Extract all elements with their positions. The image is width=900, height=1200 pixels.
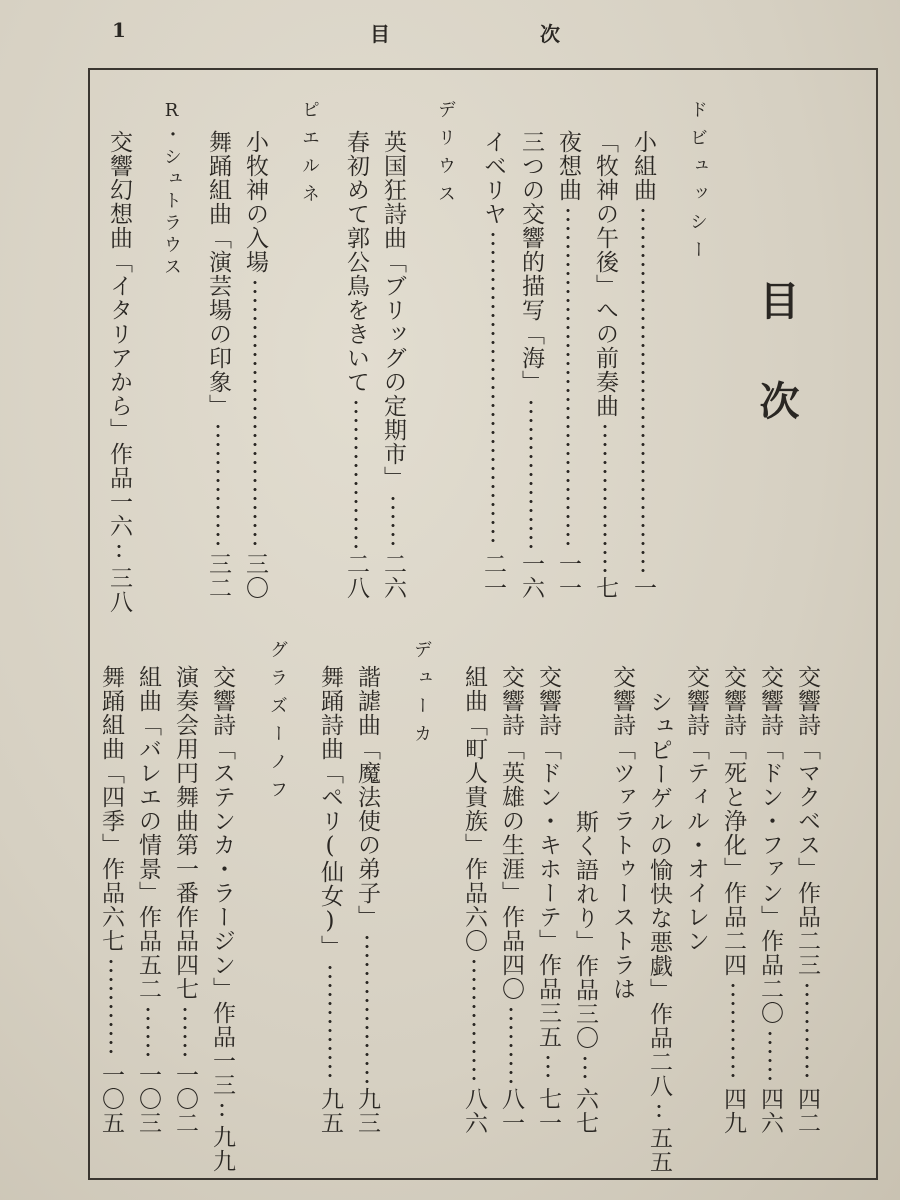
leader-dots — [516, 398, 546, 548]
composer-r-strauss: R・シュトラウス — [161, 100, 182, 279]
entry-title: 夜想曲 — [555, 130, 581, 202]
entry-title: 英国狂詩曲「ブリッグの定期市」 — [380, 130, 406, 490]
entry-title: 斯く語れり」作品三〇 — [572, 810, 598, 1050]
entry-title: 交響幻想曲「イタリアから」作品一六 — [106, 130, 132, 538]
leader-dots — [755, 1029, 785, 1083]
leader-dots — [240, 278, 270, 548]
toc-entry[interactable] — [459, 665, 489, 1135]
leader-dots — [459, 957, 489, 1083]
entry-title: シュピーゲルの愉快な悪戯」作品二八 — [646, 690, 672, 1098]
entry-title: 諧謔曲「魔法使の弟子」 — [354, 665, 380, 929]
toc-entry[interactable] — [96, 665, 126, 1135]
entry-title: 交響詩「マクベス」作品二三 — [794, 665, 820, 977]
leader-dots — [315, 963, 345, 1083]
entry-title-line1[interactable]: 交響詩「ティル・オイレン — [683, 665, 709, 953]
leader-dots — [341, 398, 371, 548]
leader-dots — [644, 1102, 674, 1122]
entry-title: 交響詩「死と浄化」作品二四 — [720, 665, 746, 977]
entry-page: 一一 — [555, 552, 581, 600]
leader-dots — [352, 933, 382, 1083]
entry-page: 七 — [592, 576, 618, 600]
composer-delius: デリウス — [435, 100, 456, 212]
leader-dots — [533, 1053, 563, 1083]
leader-dots — [718, 981, 748, 1083]
entry-page: 二一 — [480, 552, 506, 600]
toc-entry[interactable] — [341, 130, 371, 600]
entry-title: 小組曲 — [630, 130, 656, 202]
entry-page: 四二 — [794, 1087, 820, 1135]
entry-page: 二八 — [343, 552, 369, 600]
leader-dots — [553, 206, 583, 548]
entry-page: 三二 — [205, 552, 231, 600]
entry-title: 舞踊組曲「演芸場の印象」 — [205, 130, 231, 418]
composer-dukas: デューカ — [411, 640, 432, 752]
toc-entry[interactable] — [478, 130, 508, 600]
entry-title: 三つの交響的描写「海」 — [518, 130, 544, 394]
toc-entry[interactable] — [590, 130, 620, 600]
entry-page: 九五 — [317, 1087, 343, 1135]
toc-entry[interactable] — [133, 665, 163, 1135]
leader-dots — [207, 1101, 237, 1121]
leader-dots — [570, 1054, 600, 1083]
leader-dots — [628, 206, 658, 572]
entry-title: イベリヤ — [480, 130, 506, 226]
entry-title: 組曲「町人貴族」作品六〇 — [461, 665, 487, 953]
toc-entry[interactable] — [533, 665, 563, 1135]
toc-entry[interactable] — [352, 665, 382, 1135]
entry-title: 交響詩「ドン・キホーテ」作品三五 — [535, 665, 561, 1049]
entry-title: 交響詩「ドン・ファン」作品二〇 — [757, 665, 783, 1025]
entry-page: 一〇三 — [135, 1063, 161, 1135]
entry-title: 組曲「バレエの情景」作品五二 — [135, 665, 161, 1001]
entry-page: 四六 — [757, 1087, 783, 1135]
composer-glazunov: グラズーノフ — [267, 640, 288, 808]
entry-page: 九三 — [354, 1087, 380, 1135]
entry-title: 小牧神の入場 — [242, 130, 268, 274]
toc-entry[interactable] — [496, 665, 526, 1135]
composer-debussy: ドビュッシー — [687, 100, 708, 268]
toc-entry[interactable] — [553, 130, 583, 600]
entry-page: 八一 — [498, 1087, 524, 1135]
leader-dots — [133, 1005, 163, 1059]
leader-dots — [378, 494, 408, 548]
entry-page: 一〇二 — [172, 1063, 198, 1135]
entry-page: 一〇五 — [98, 1063, 124, 1135]
entry-title: 交響詩「ステンカ・ラージン」作品一三 — [209, 665, 235, 1097]
toc-entry[interactable] — [315, 665, 345, 1135]
toc-entry[interactable] — [240, 130, 270, 600]
entry-page: 二六 — [380, 552, 406, 600]
leader-dots — [478, 230, 508, 548]
entry-page: 一 — [630, 576, 656, 600]
toc-entry[interactable] — [628, 130, 658, 600]
toc-entry[interactable] — [644, 690, 674, 1174]
entry-title: 舞踊組曲「四季」作品六七 — [98, 665, 124, 953]
entry-page: 五五 — [646, 1126, 672, 1174]
entry-page: 三〇 — [242, 552, 268, 600]
entry-page: 六七 — [572, 1087, 598, 1135]
leader-dots — [170, 1005, 200, 1059]
leader-dots — [792, 981, 822, 1083]
entry-page: 四九 — [720, 1087, 746, 1135]
page-number: 1 — [112, 18, 126, 42]
toc-entry[interactable] — [104, 130, 134, 614]
toc-entry[interactable] — [203, 130, 233, 600]
leader-dots — [496, 1005, 526, 1083]
entry-page: 三八 — [106, 566, 132, 614]
toc-entry[interactable] — [792, 665, 822, 1135]
toc-entry[interactable] — [755, 665, 785, 1135]
leader-dots — [96, 957, 126, 1059]
entry-title: 演奏会用円舞曲第一番作品四七 — [172, 665, 198, 1001]
entry-page: 一六 — [518, 552, 544, 600]
entry-page: 九九 — [209, 1125, 235, 1173]
leader-dots — [104, 542, 134, 562]
entry-title: 春初めて郭公鳥をきいて — [343, 130, 369, 394]
toc-entry[interactable] — [570, 810, 600, 1135]
entry-page: 七一 — [535, 1087, 561, 1135]
entry-title-line1[interactable]: 交響詩「ツァラトゥーストラは — [609, 665, 635, 1001]
entry-page: 八六 — [461, 1087, 487, 1135]
toc-entry[interactable] — [718, 665, 748, 1135]
leader-dots — [590, 422, 620, 572]
entry-title: 交響詩「英雄の生涯」作品四〇 — [498, 665, 524, 1001]
entry-title: 「牧神の午後」への前奏曲 — [592, 130, 618, 418]
toc-entry[interactable] — [378, 130, 408, 600]
toc-title: 目次 — [753, 280, 800, 480]
leader-dots — [203, 422, 233, 548]
toc-entry[interactable] — [207, 665, 237, 1173]
entry-title: 舞踊詩曲「ペリ(仙女)」 — [317, 665, 343, 959]
toc-entry[interactable] — [516, 130, 546, 600]
composer-pierne: ピエルネ — [299, 100, 320, 212]
running-title-char-2: 次 — [540, 22, 560, 46]
toc-entry[interactable] — [170, 665, 200, 1135]
running-title-char-1: 目 — [370, 22, 390, 46]
